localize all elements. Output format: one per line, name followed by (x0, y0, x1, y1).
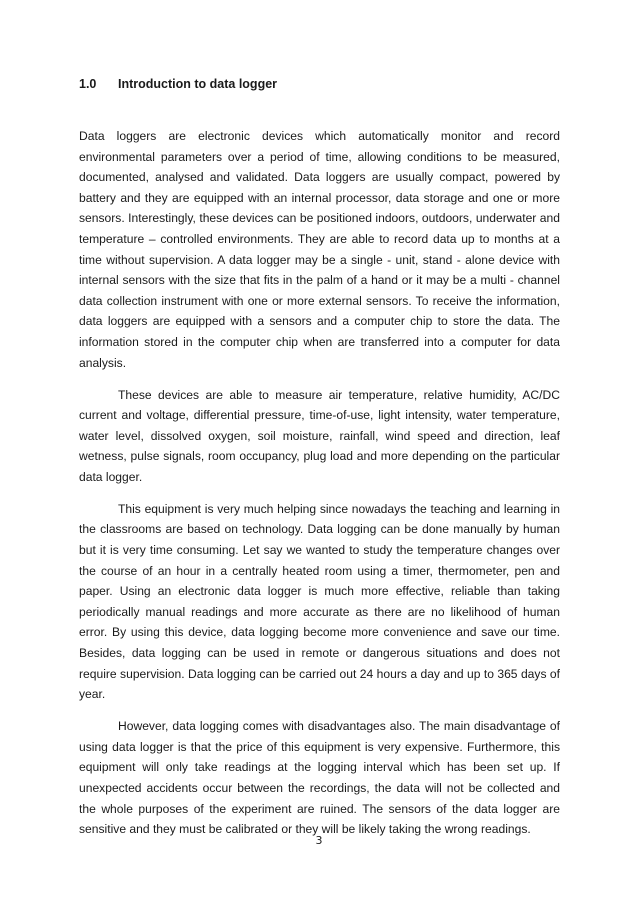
paragraph-3: This equipment is very much helping since nowadays the teaching and learning in the classrooms are based on technology. Data logging can be done manually by human but it is very time consuming. Let say we wanted to study the temperature changes over the course of an hour in a centrally heated room using a timer, thermometer, pen and paper. Using an electronic data logger is much more effective, reliable than taking periodically manual readings and more accurate as there are no likelihood of human error. By using this device, data logging become more convenience and save our time. Besides, data logging can be used in remote or dangerous situations and does not require supervision. Data logging can be carried out 24 hours a day and up to 365 days of year. (79, 501, 560, 702)
section-body (79, 126, 560, 851)
paragraph-2: These devices are able to measure air temperature, relative humidity, AC/DC current and voltage, differential pressure, time-of-use, light intensity, water temperature, water level, dissolved oxygen, soil moisture, rainfall, wind speed and direction, leaf wetness, pulse signals, room occupancy, plug load and more depending on the particular data logger. (79, 387, 560, 484)
paragraph-4: However, data logging comes with disadvantages also. The main disadvantage of using data logger is that the price of this equipment is very expensive. Furthermore, this equipment will only take readings at the logging interval which has been set up. If unexpected accidents occur between the recordings, the data will not be collected and the whole purposes of the experiment are ruined. The sensors of the data logger are sensitive and they must be calibrated or they will be likely taking the wrong readings. (79, 719, 560, 837)
section-title: Introduction to data logger (118, 77, 278, 91)
section-number: 1.0 (79, 77, 97, 91)
section-heading (79, 77, 277, 91)
paragraph-1: Data loggers are electronic devices which automatically monitor and record environmental parameters over a period of time, allowing conditions to be measured, documented, analysed and validated. Data loggers are usually compact, powered by battery and they are equipped with an internal processor, data storage and one or more sensors. Interestingly, these devices can be positioned indoors, outdoors, underwater and temperature – controlled environments. They are able to record data up to months at a time without supervision. A data logger may be a single - unit, stand - alone device with internal sensors with the size that fits in the palm of a hand or it may be a multi - channel data collection instrument with one or more external sensors. To receive the information, data loggers are equipped with a sensors and a computer chip to store the data. The information stored in the computer chip when are transferred into a computer for data analysis. (79, 129, 560, 370)
page-number: 3 (315, 834, 323, 847)
